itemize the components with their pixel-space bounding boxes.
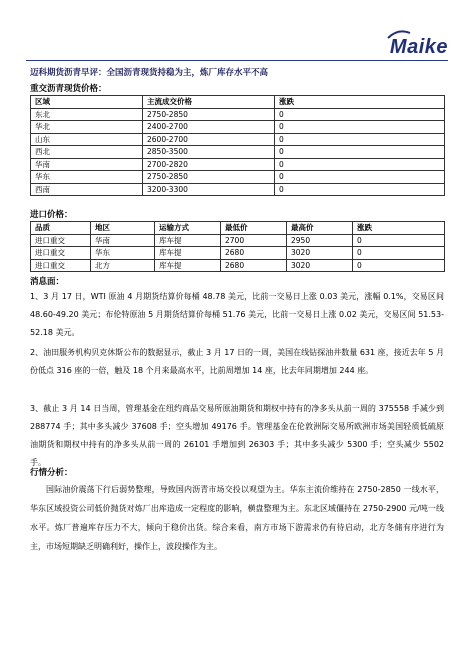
table-cell: 0 [275,121,445,134]
column-header: 涨跌 [275,96,445,109]
table-row [31,108,445,121]
table-cell: 东北 [31,108,143,121]
news-item-3: 3、截止 3 月 14 日当周，管理基金在纽约商品交易所原油期货和期权中持有的净多头从前一周的 375558 手减少到 288774 手；其中多头减少 37608 手；空头增加 49176 手。管理基金在伦敦洲际交易所欧洲市场美国轻质低硫原油期货和期权中持有的净多头从前一周的 26101 手增加到 26303 手；其中多头减少 5300 手；空头减少 5502 手。 [30,404,444,467]
table-cell: 2700 [221,234,287,247]
table-cell: 0 [275,133,445,146]
import-heading: 进口价格： [30,210,73,220]
table-cell: 北方 [91,259,155,272]
column-header: 品质 [31,222,91,235]
analysis-text: 国际油价震荡下行后弱势整理，导致国内沥青市场交投以观望为主。华东主流价维持在 2750-2850 一线水平，华东区域投资公司低价抛货对炼厂出库造成一定程度的影响，横盘整理为主。东北区域僵持在 2750-2900 元/吨一线水平。炼厂普遍库存压力不大，倾向于稳价出货。综合来看，南方市场下游需求仍有待启动，北方冬储有序进行为主，市场短期缺乏明确利好，操作上，波段操作为主。 [30,485,444,551]
table-row [31,121,445,134]
table-cell: 西北 [31,146,143,159]
table-cell: 2600-2700 [143,133,275,146]
table-cell: 华东 [31,171,143,184]
table-cell: 3020 [287,259,353,272]
column-header: 最高价 [287,222,353,235]
maike-logo [390,36,448,59]
table-header-row [31,96,445,109]
table-row [31,158,445,171]
table-cell: 2680 [221,247,287,260]
logo-swoosh-icon [386,30,412,40]
price-table [30,95,445,196]
price-heading: 重交沥青现货价格： [30,84,107,94]
news-heading: 消息面： [30,277,65,287]
news-item-1: 1、3 月 17 日，WTI 原油 4 月期货结算价每桶 48.78 美元，比前一交易日上涨 0.03 美元，涨幅 0.1%，交易区间 48.60-49.20 美元；布伦特原油 5 月期货结算价每桶 51.76 美元，比前一交易日上涨 0.02 美元，交易区间 51.53-52.18 美元。 [30,292,444,337]
table-row [31,259,445,272]
column-header: 主流成交价格 [143,96,275,109]
table-cell: 3200-3300 [143,183,275,196]
table-cell: 3020 [287,247,353,260]
table-cell: 0 [353,234,445,247]
table-cell: 2680 [221,259,287,272]
table-cell: 进口重交 [31,259,91,272]
table-header-row [31,222,445,235]
table-cell: 华南 [91,234,155,247]
table-cell: 2400-2700 [143,121,275,134]
table-cell: 进口重交 [31,234,91,247]
table-cell: 华北 [31,121,143,134]
table-cell: 2950 [287,234,353,247]
table-row [31,247,445,260]
table-cell: 0 [275,108,445,121]
table-cell: 华东 [91,247,155,260]
page-title: 迈科期货沥青早评：全国沥青现货持稳为主，炼厂库存水平不高 [30,68,269,78]
table-cell: 2850-3500 [143,146,275,159]
table-cell: 进口重交 [31,247,91,260]
table-cell: 山东 [31,133,143,146]
table-row [31,146,445,159]
column-header: 区域 [31,96,143,109]
table-cell: 库车提 [155,259,221,272]
table-cell: 库车提 [155,234,221,247]
table-cell: 0 [275,183,445,196]
table-cell: 0 [353,259,445,272]
table-row [31,183,445,196]
logo-text: Maike [389,36,448,58]
column-header: 涨跌 [353,222,445,235]
header-rule [26,60,448,61]
table-cell: 库车提 [155,247,221,260]
table-cell: 2700-2820 [143,158,275,171]
news-item-2: 2、油田服务机构贝克休斯公布的数据显示，截止 3 月 17 日的一周，美国在线钻探油井数量 631 座，接近去年 5 月份低点 316 座的一倍，触及 18 个月来最高水平，比前周增加 14 座，比去年同期增加 244 座。 [30,348,444,375]
table-cell: 0 [275,146,445,159]
table-cell: 华南 [31,158,143,171]
column-header: 最低价 [221,222,287,235]
table-cell: 2750-2850 [143,171,275,184]
table-cell: 2750-2850 [143,108,275,121]
column-header: 运输方式 [155,222,221,235]
analysis-heading: 行情分析： [30,468,73,478]
table-row [31,171,445,184]
table-cell: 0 [353,247,445,260]
table-cell: 0 [275,158,445,171]
table-cell: 0 [275,171,445,184]
table-cell: 西南 [31,183,143,196]
column-header: 地区 [91,222,155,235]
import-table [30,221,445,272]
table-row [31,234,445,247]
table-row [31,133,445,146]
